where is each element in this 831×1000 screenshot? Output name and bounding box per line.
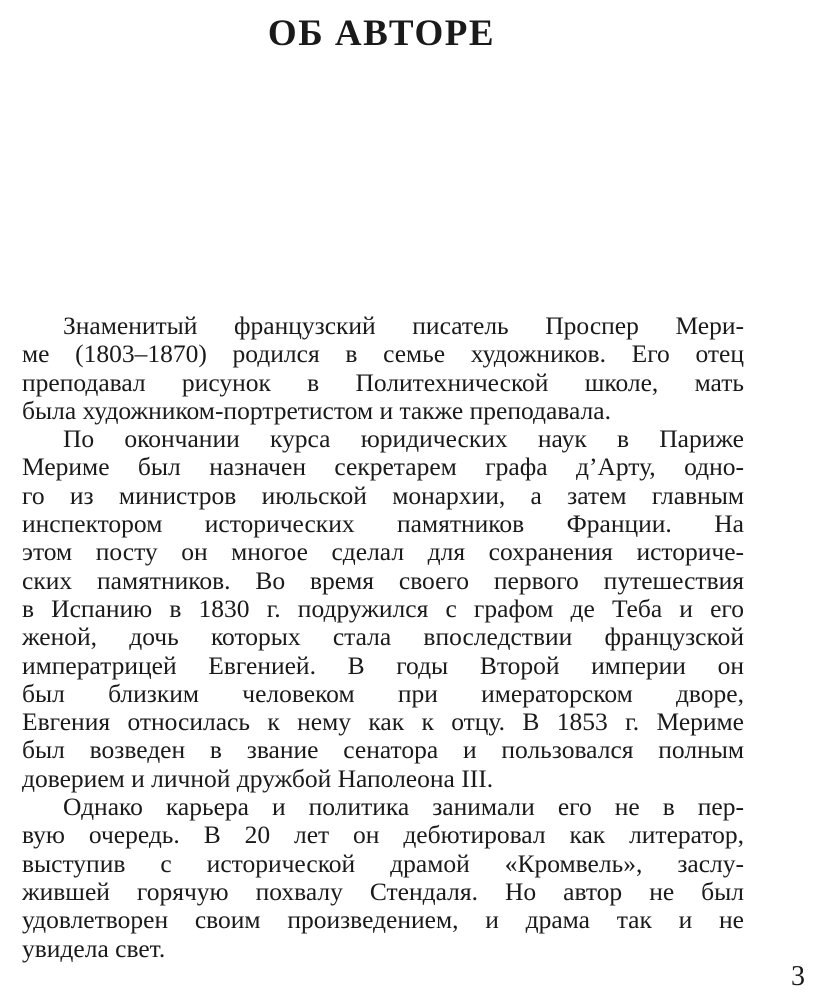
page-number: 3 [791,961,805,992]
text-line: Евгения относилась к нему как к отцу. В 1853 г. Мериме [22,707,744,737]
body-text [22,312,744,963]
text-line: доверием и личной дружбой Наполеона III. [22,763,494,793]
text-line: женой, дочь которых стала впоследствии французской [22,622,744,652]
text-line: императрицей Евгенией. В годы Второй империи он [22,650,744,680]
text-line: в Испанию в 1830 г. подружился с графом де Теба и его [22,593,744,623]
text-line: инспектором исторических памятников Франции. На [22,509,744,539]
text-line: ме (1803–1870) родился в семье художников. Его отец [22,339,744,369]
text-line: этом посту он многое сделал для сохранения историче- [22,537,744,567]
paragraph [22,312,744,425]
text-line: Однако карьера и политика занимали его не в пер- [63,792,744,822]
paragraph [22,425,744,793]
text-line: выступив с исторической драмой «Кромвель», заслу- [22,848,744,878]
text-line: увидела свет. [22,933,166,963]
text-line: вую очередь. В 20 лет он дебютировал как литератор, [22,820,744,850]
text-line: удовлетворен своим произведением, и драма так и не [22,905,744,935]
paragraph [22,793,744,963]
text-line: был близким человеком при имераторском дворе, [22,678,744,708]
text-line: Знаменитый французский писатель Проспер Мери- [63,311,744,340]
page-title: ОБ АВТОРЕ [267,13,496,54]
text-line: жившей горячую похвалу Стендаля. Но автор не был [22,876,744,906]
text-line: По окончании курса юридических наук в Париже [63,424,744,454]
text-line: была художником-портретистом и также преподавала. [22,395,611,425]
text-line: Мериме был назначен секретарем графа д’Арту, одно- [22,452,744,482]
text-line: был возведен в звание сенатора и пользовался полным [22,735,744,765]
text-line: ских памятников. Во время своего первого путешествия [22,565,744,595]
text-line: го из министров июльской монархии, а затем главным [22,480,744,510]
text-line: преподавал рисунок в Политехнической школе, мать [22,367,744,397]
